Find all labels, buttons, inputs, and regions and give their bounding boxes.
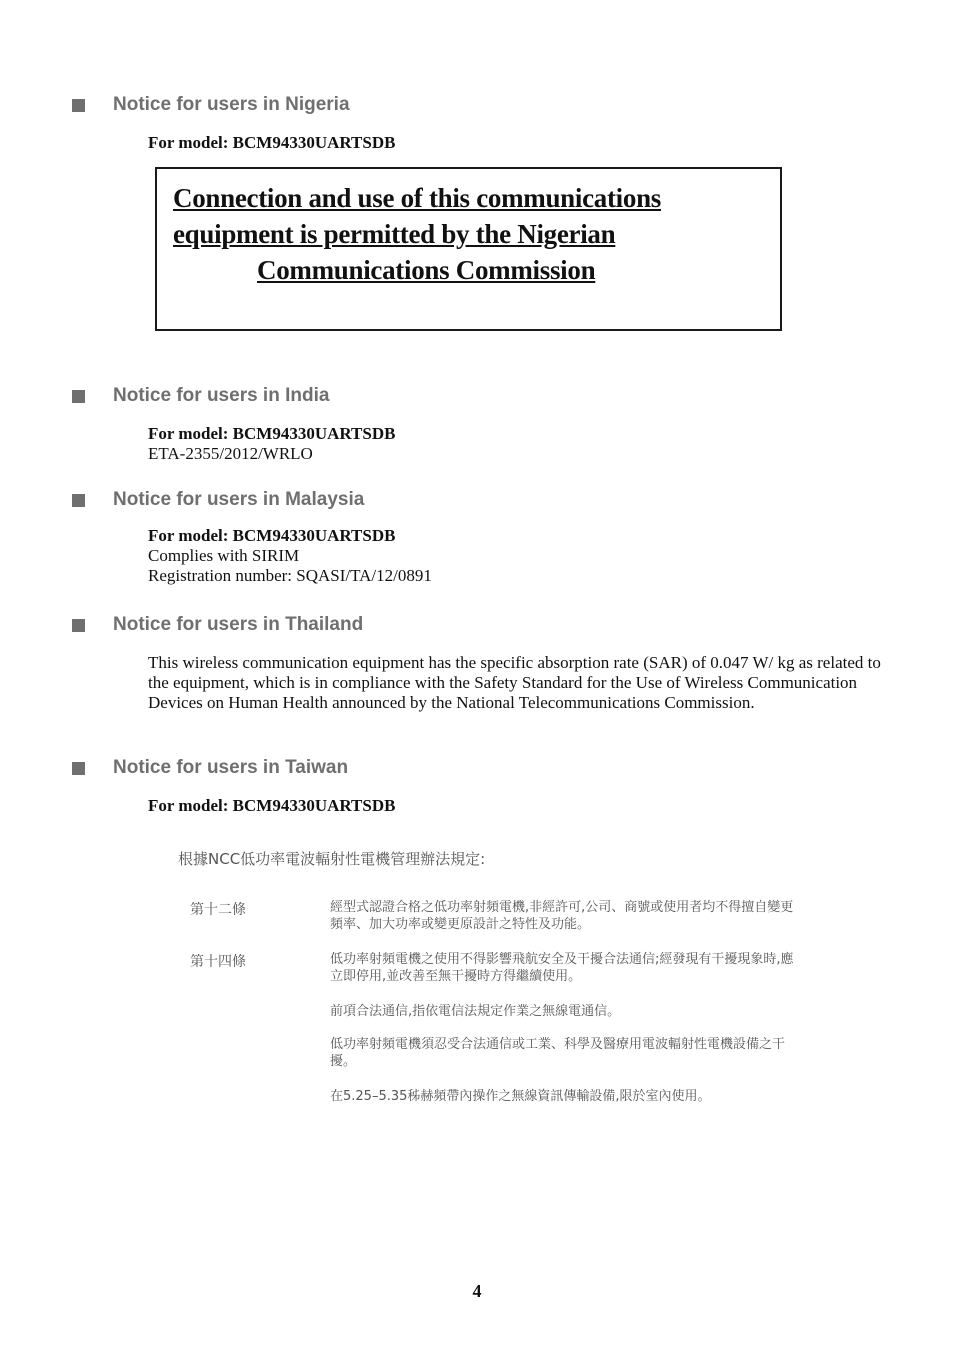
heading-text: Notice for users in Nigeria [113,94,350,115]
model-label: For model: BCM94330UARTSDB [148,526,396,545]
square-bullet-icon [72,99,85,112]
heading-text: Notice for users in India [113,385,330,406]
article-14-paragraph-2: 前項合法通信,指依電信法規定作業之無線電通信。 [330,1004,621,1019]
nigeria-notice-box [155,167,782,331]
nigeria-body [148,133,884,153]
square-bullet-icon [72,762,85,775]
model-label: For model: BCM94330UARTSDB [148,133,396,152]
sirim-compliance: Complies with SIRIM [148,546,300,565]
ncc-title: 根據NCC低功率電波輻射性電機管理辦法規定: [178,850,486,868]
heading-text: Notice for users in Thailand [113,614,364,635]
nigeria-box-line-2: equipment is permitted by the Nigerian [173,219,616,249]
article-14-label: 第十四條 [190,954,246,970]
page-number: 4 [472,1281,482,1301]
model-label: For model: BCM94330UARTSDB [148,796,396,815]
sar-paragraph: This wireless communication equipment has the specific absorption rate (SAR) of 0.047 W/ kg as related to the equipment, which is in compliance with the Safety Standard for the Use of Wireless Communication Devices on Human Health announced by the National Telecommunications Commission. [148,653,881,712]
square-bullet-icon [72,619,85,632]
taiwan-body [148,796,884,816]
nigeria-box-line-3: Communications Commission [257,255,596,285]
nigeria-box-line-1: Connection and use of this communications [173,183,662,213]
square-bullet-icon [72,494,85,507]
square-bullet-icon [72,390,85,403]
article-14-paragraph-4: 在5.25–5.35秭赫頻帶內操作之無線資訊傳輸設備,限於室內使用。 [330,1089,711,1104]
article-14-paragraph-3: 低功率射頻電機須忍受合法通信或工業、科學及醫療用電波輻射性電機設備之干擾。 [330,1037,786,1069]
eta-number: ETA-2355/2012/WRLO [148,444,313,463]
malaysia-body [148,526,884,586]
model-label: For model: BCM94330UARTSDB [148,424,396,443]
registration-number: Registration number: SQASI/TA/12/0891 [148,566,432,585]
thailand-body [148,653,884,713]
india-body [148,424,884,464]
article-12-text: 經型式認證合格之低功率射頻電機,非經許可,公司、商號或使用者均不得擅自變更頻率、加大功率或變更原設計之特性及功能。 [330,900,794,932]
article-12-label: 第十二條 [190,902,246,918]
heading-text: Notice for users in Malaysia [113,489,365,510]
article-14-text: 低功率射頻電機之使用不得影響飛航安全及干擾合法通信;經發現有干擾現象時,應立即停用,並改善至無干擾時方得繼續使用。 [330,952,794,984]
heading-text: Notice for users in Taiwan [113,757,349,778]
